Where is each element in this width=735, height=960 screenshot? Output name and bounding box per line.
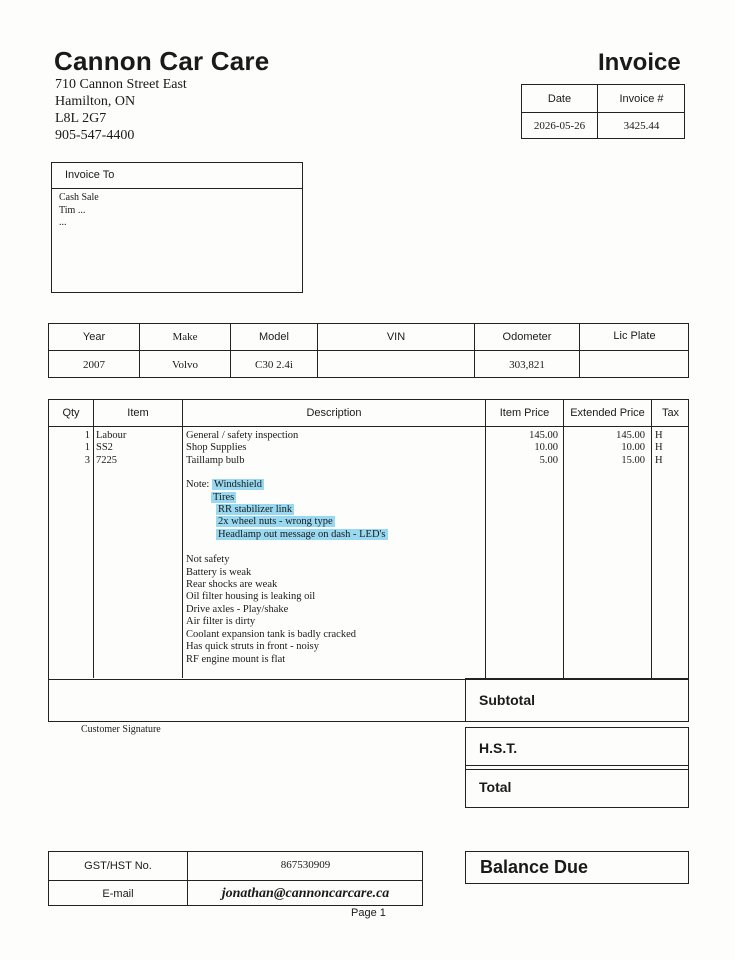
description-cell: General / safety inspection	[186, 430, 299, 441]
company-name: Cannon Car Care	[54, 46, 270, 76]
item-cell: 7225	[96, 454, 117, 466]
observation-line: RF engine mount is flat	[186, 653, 286, 665]
invoice-date: 2026-05-26	[533, 120, 586, 132]
vehicle-model: C30 2.4i	[255, 358, 293, 371]
company-address-line-2: Hamilton, ON	[55, 94, 136, 109]
tax-cell: H	[655, 454, 663, 466]
invoice-to-lines	[59, 192, 99, 230]
company-phone: 905-547-4400	[55, 128, 135, 143]
invoice-to-line: Tim ...	[59, 204, 86, 216]
vehicle-plate	[580, 351, 689, 378]
note-block	[186, 479, 482, 541]
vehicle-year-header: Year	[82, 331, 106, 343]
observation-line: Not safety	[186, 554, 230, 566]
vehicle-make: Volvo	[171, 358, 199, 371]
tax-column	[655, 430, 663, 467]
gst-number: 867530909	[280, 859, 331, 871]
item-header: Item	[127, 407, 149, 419]
item-price-cell: 5.00	[539, 454, 558, 466]
extended-price-column	[564, 430, 645, 467]
observations-list	[186, 554, 482, 666]
item-column	[96, 430, 126, 467]
item-price-column	[486, 430, 558, 467]
vehicle-table	[48, 323, 689, 378]
note-line: Tires	[213, 491, 235, 503]
company-address-line-1: 710 Cannon Street East	[55, 77, 187, 92]
item-price-header: Item Price	[499, 407, 550, 419]
subtotal-label: Subtotal	[479, 692, 535, 708]
extended-price-cell: 145.00	[616, 430, 645, 441]
subtotal-box	[465, 678, 689, 722]
qty-cell: 1	[84, 442, 90, 454]
vehicle-year: 2007	[83, 358, 105, 371]
invoice-title: Invoice	[598, 49, 681, 76]
invoice-number-label: Invoice #	[619, 92, 664, 105]
email-value: jonathan@cannoncarcare.ca	[221, 885, 390, 901]
invoice-meta-box	[521, 84, 685, 139]
tax-total-box	[465, 727, 689, 808]
observation-line: Coolant expansion tank is badly cracked	[186, 628, 356, 640]
page-number: Page 1	[351, 907, 386, 919]
tax-header: Tax	[661, 407, 680, 419]
observation-line: Rear shocks are weak	[186, 579, 278, 591]
items-table	[48, 399, 689, 722]
item-cell: SS2	[96, 442, 113, 454]
tax-cell: H	[655, 430, 663, 441]
date-label: Date	[547, 92, 572, 105]
note-line: Windshield	[213, 479, 262, 491]
extended-price-cell: 15.00	[621, 454, 645, 466]
note-line: RR stabilizer link	[218, 504, 293, 516]
invoice-to-box	[51, 162, 303, 293]
note-prefix: Note:	[186, 479, 210, 491]
invoice-to-line: ...	[59, 217, 67, 228]
qty-cell: 1	[84, 430, 90, 441]
balance-due-label: Balance Due	[480, 857, 589, 877]
invoice-number: 3425.44	[623, 120, 660, 132]
vehicle-odometer: 303,821	[509, 358, 545, 371]
description-cell: Shop Supplies	[186, 442, 247, 454]
qty-column	[49, 430, 90, 467]
observation-line: Battery is weak	[186, 566, 252, 578]
observation-line: Has quick struts in front - noisy	[186, 641, 319, 653]
note-line: 2x wheel nuts - wrong type	[218, 516, 333, 528]
tax-cell: H	[655, 442, 663, 454]
vehicle-model-header: Model	[259, 331, 289, 343]
invoice-to-label: Invoice To	[65, 169, 115, 181]
item-price-cell: 145.00	[529, 430, 558, 441]
observation-line: Drive axles - Play/shake	[186, 603, 289, 615]
observation-line: Air filter is dirty	[186, 616, 256, 628]
vehicle-vin-header: VIN	[386, 331, 406, 343]
description-cell: Taillamp bulb	[186, 454, 245, 466]
description-column	[186, 430, 482, 666]
customer-signature-label: Customer Signature	[81, 724, 161, 735]
footer-info-table	[48, 851, 423, 906]
total-label: Total	[479, 779, 512, 795]
extended-price-cell: 10.00	[621, 442, 645, 454]
company-address-line-3: L8L 2G7	[55, 111, 107, 126]
vehicle-plate-header: Lic Plate	[613, 330, 656, 342]
balance-due-box	[465, 851, 689, 884]
item-price-cell: 10.00	[534, 442, 558, 454]
description-header: Description	[306, 407, 362, 419]
qty-header: Qty	[62, 407, 80, 419]
invoice-to-line: Cash Sale	[59, 192, 99, 203]
gst-label: GST/HST No.	[84, 860, 152, 872]
item-cell: Labour	[96, 430, 127, 441]
observation-line: Oil filter housing is leaking oil	[186, 591, 316, 603]
vehicle-vin	[318, 351, 474, 378]
email-label: E-mail	[102, 887, 134, 900]
qty-cell: 3	[84, 454, 90, 466]
note-line: Headlamp out message on dash - LED's	[218, 528, 386, 540]
vehicle-make-header: Make	[172, 331, 198, 343]
vehicle-odometer-header: Odometer	[502, 331, 552, 343]
hst-label: H.S.T.	[479, 740, 518, 756]
extended-price-header: Extended Price	[570, 407, 645, 419]
